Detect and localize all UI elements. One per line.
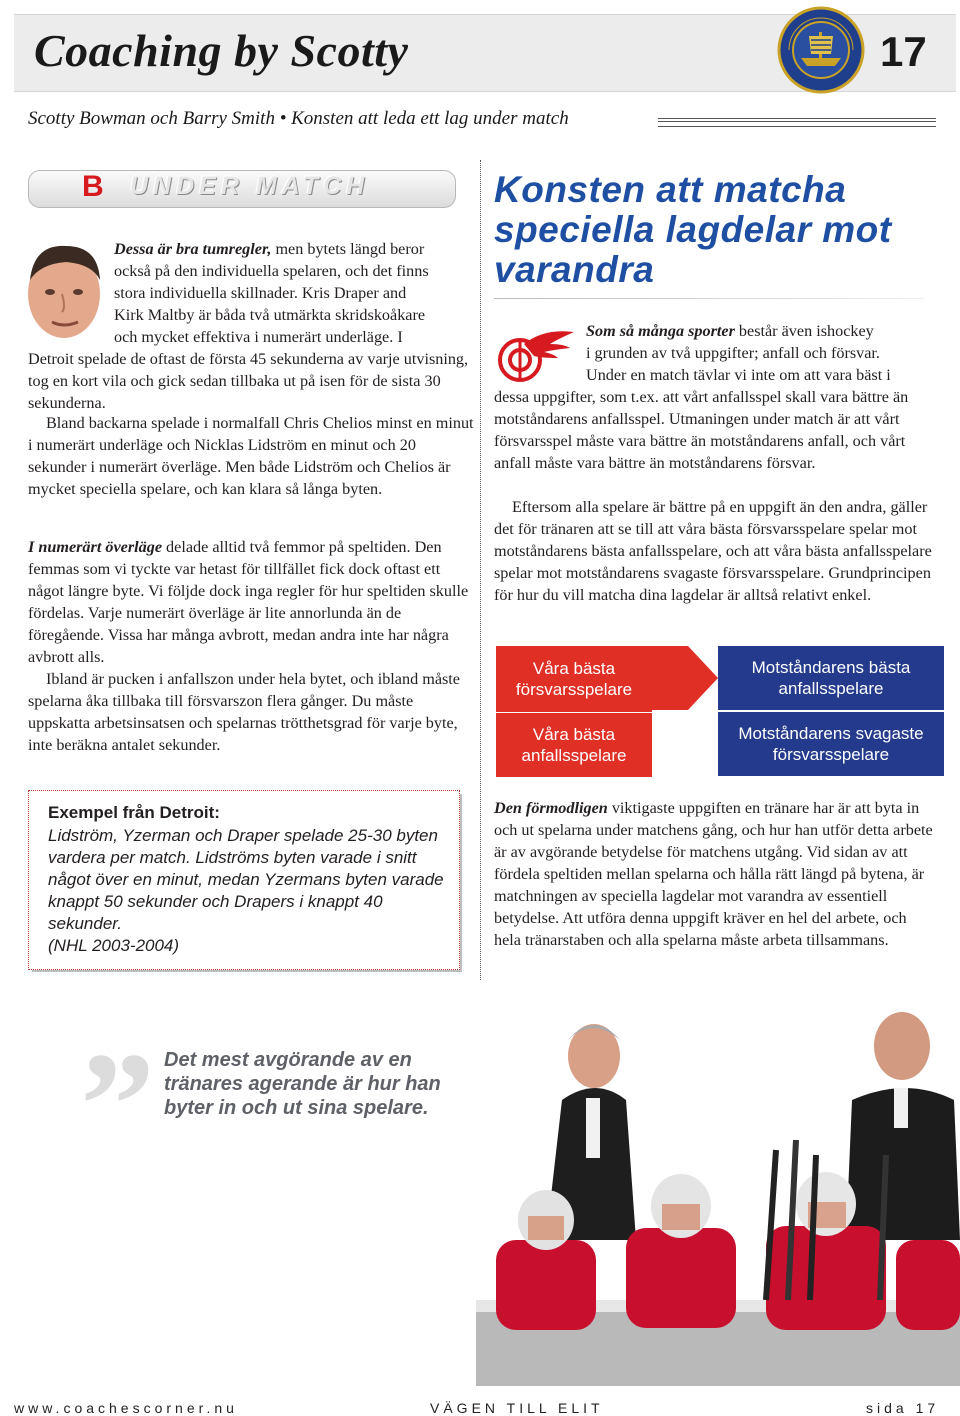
our-best-defense-box [496, 646, 652, 712]
right-intro [586, 320, 936, 386]
left-paragraph-backs [28, 412, 474, 500]
pull-quote: Det mest avgörande av en tränares agerande är hur han byter in och ut sina spelare. [164, 1049, 441, 1119]
backs-text: Bland backarna spelade i normalfall Chris Chelios minst en minut i numerärt underläge och Nicklas Lidström en minut och 20 sekunder i numerärt överläge. Men både Lidström och Chelios är mycket speciella spelare, och kan klara så långa byten. [28, 414, 474, 498]
intro-line4: Kirk Maltby är båda två utmärkta skridskoåkare [114, 306, 426, 324]
subtitle-rule [658, 118, 936, 127]
intro-line3: stora individuella skillnader. Kris Draper and [114, 284, 407, 302]
right-paragraph-coach-task [494, 797, 936, 951]
coach-task-text: viktigaste uppgiften en tränare har är att byta in och ut spelarna under matchens gång, och hur han utför detta arbete är av avgörande betydelse för matchens utgång. Vid sidan av att fördela speltiden mellan spelarna och hålla rätt längd på bytena, är matchningen av speciella lagdelar mot varandra av essentiell betydelse. Att utföra denna uppgift kräver en hel del arbete, och hela tränarstaben och alla spelarna måste arbeta tillsammans. [494, 799, 933, 949]
intro-continuation [28, 326, 474, 414]
intro-rest: Detroit spelade de oftast de första 45 sekunderna av varje utvisning, tog en kort vila och gick sedan tillbaka ut på isen för de sista 30 sekunderna. [28, 350, 469, 412]
opp-best-offense-label: Motståndarens bästa anfallsspelare [751, 658, 911, 698]
our-best-defense-label: Våra bästa försvarsspelare [515, 659, 633, 699]
example-body: Lidström, Yzerman och Draper spelade 25-30 byten vardera per match. Lidströms byten varade i snitt något över en minut, medan Yzermans byten varade knappt 50 sekunder och Drapers i knappt 40 sekunder. [48, 826, 444, 933]
right-intro-continuation [494, 386, 936, 474]
footer-url: www.coachescorner.nu [14, 1400, 238, 1416]
powerplay-text: delade alltid två femmor på speltiden. Den femmas som vi tyckte var hetast för tillfället fick dock oftast ett något längre byte. Vi följde dock inga regler för hur speltiden skulle fördelas. Varje numerärt överläge är lite annorlunda än de föregående. Vissa har många avbrott, medan andra inte har några avbrott alls. [28, 538, 469, 666]
right-intro-line2: i grunden av två uppgifter; anfall och försvar. [586, 344, 880, 362]
subtitle: Scotty Bowman och Barry Smith • Konsten att leda ett lag under match [28, 108, 569, 129]
intro-line2: också på den individuella spelaren, och det finns [114, 262, 429, 280]
our-best-offense-label: Våra bästa anfallsspelare [521, 725, 627, 765]
puck-text: Ibland är pucken i anfallszon under hela bytet, och ibland måste spelarna åka tillbaka till försvarszon flera gånger. Du måste uppskatta arbetsinsatsen och spelarnas trötthetsgrad för varje byte, inte beräkna antalet sekunder. [28, 670, 460, 754]
section-label: UNDER MATCH [130, 172, 370, 200]
right-intro-rest: dessa uppgifter, som t.ex. att vårt anfallsspel skall vara bättre än motståndarens anfallsspel. Utmaningen under match är att vårt försvarsspel måste vara bättre än motståndarens anfall, och vårt anfall måste vara bättre än motståndarens försvar. [494, 388, 909, 472]
example-title: Exempel från Detroit: [48, 803, 220, 822]
powerplay-lead: I numerärt överläge [28, 538, 162, 556]
quote-mark-icon: ” [80, 1022, 155, 1188]
right-headline: Konsten att matcha speciella lagdelar mot varandra [494, 169, 892, 290]
opp-weakest-defense-label: Motståndarens svagaste försvarsspelare [738, 724, 924, 764]
page-title: Coaching by Scotty [34, 25, 409, 76]
intro-line5: och mycket effektiva i numerärt underläge. I [114, 328, 403, 346]
diagram-divider [718, 710, 944, 712]
red-wings-logo-icon [494, 318, 576, 390]
intro-lead: Dessa är bra tumregler, [114, 240, 272, 258]
matchup-text: Eftersom alla spelare är bättre på en uppgift än den andra, gäller det för tränaren att se till att våra bästa försvarsspelare spelar mot motståndarens bästa anfallsspelare, och att våra bästa anfallsspelare spelar mot motståndarens svagaste försvarsspelare. Grundprincipen för hur du vill matcha dina lagdelar är alltså relativt enkel. [494, 498, 932, 604]
bench-photo [476, 980, 960, 1386]
opp-best-offense-box [718, 646, 944, 710]
federation-logo [777, 6, 865, 94]
opp-weakest-defense-box [718, 712, 944, 776]
example-note: (NHL 2003-2004) [48, 936, 180, 955]
right-intro-line1: består även ishockey [734, 322, 874, 340]
left-paragraph-powerplay [28, 536, 474, 756]
coach-task-lead: Den förmodligen [494, 799, 608, 817]
footer-page: sida 17 [866, 1400, 940, 1416]
example-text [48, 825, 452, 957]
intro-line1: men bytets längd beror [271, 240, 425, 258]
our-best-offense-box [496, 712, 652, 777]
right-paragraph-matchup [494, 496, 936, 606]
right-intro-lead: Som så många sporter [586, 322, 735, 340]
right-intro-line3: Under en match tävlar vi inte om att vara bäst i [586, 366, 891, 384]
intro-paragraph [114, 238, 474, 326]
section-letter: B [82, 170, 104, 203]
footer-series: VÄGEN TILL ELIT [430, 1400, 604, 1416]
column-divider [480, 160, 481, 980]
headline-rule [494, 298, 924, 299]
matchup-arrow-icon [652, 646, 718, 710]
page-number: 17 [880, 28, 927, 75]
